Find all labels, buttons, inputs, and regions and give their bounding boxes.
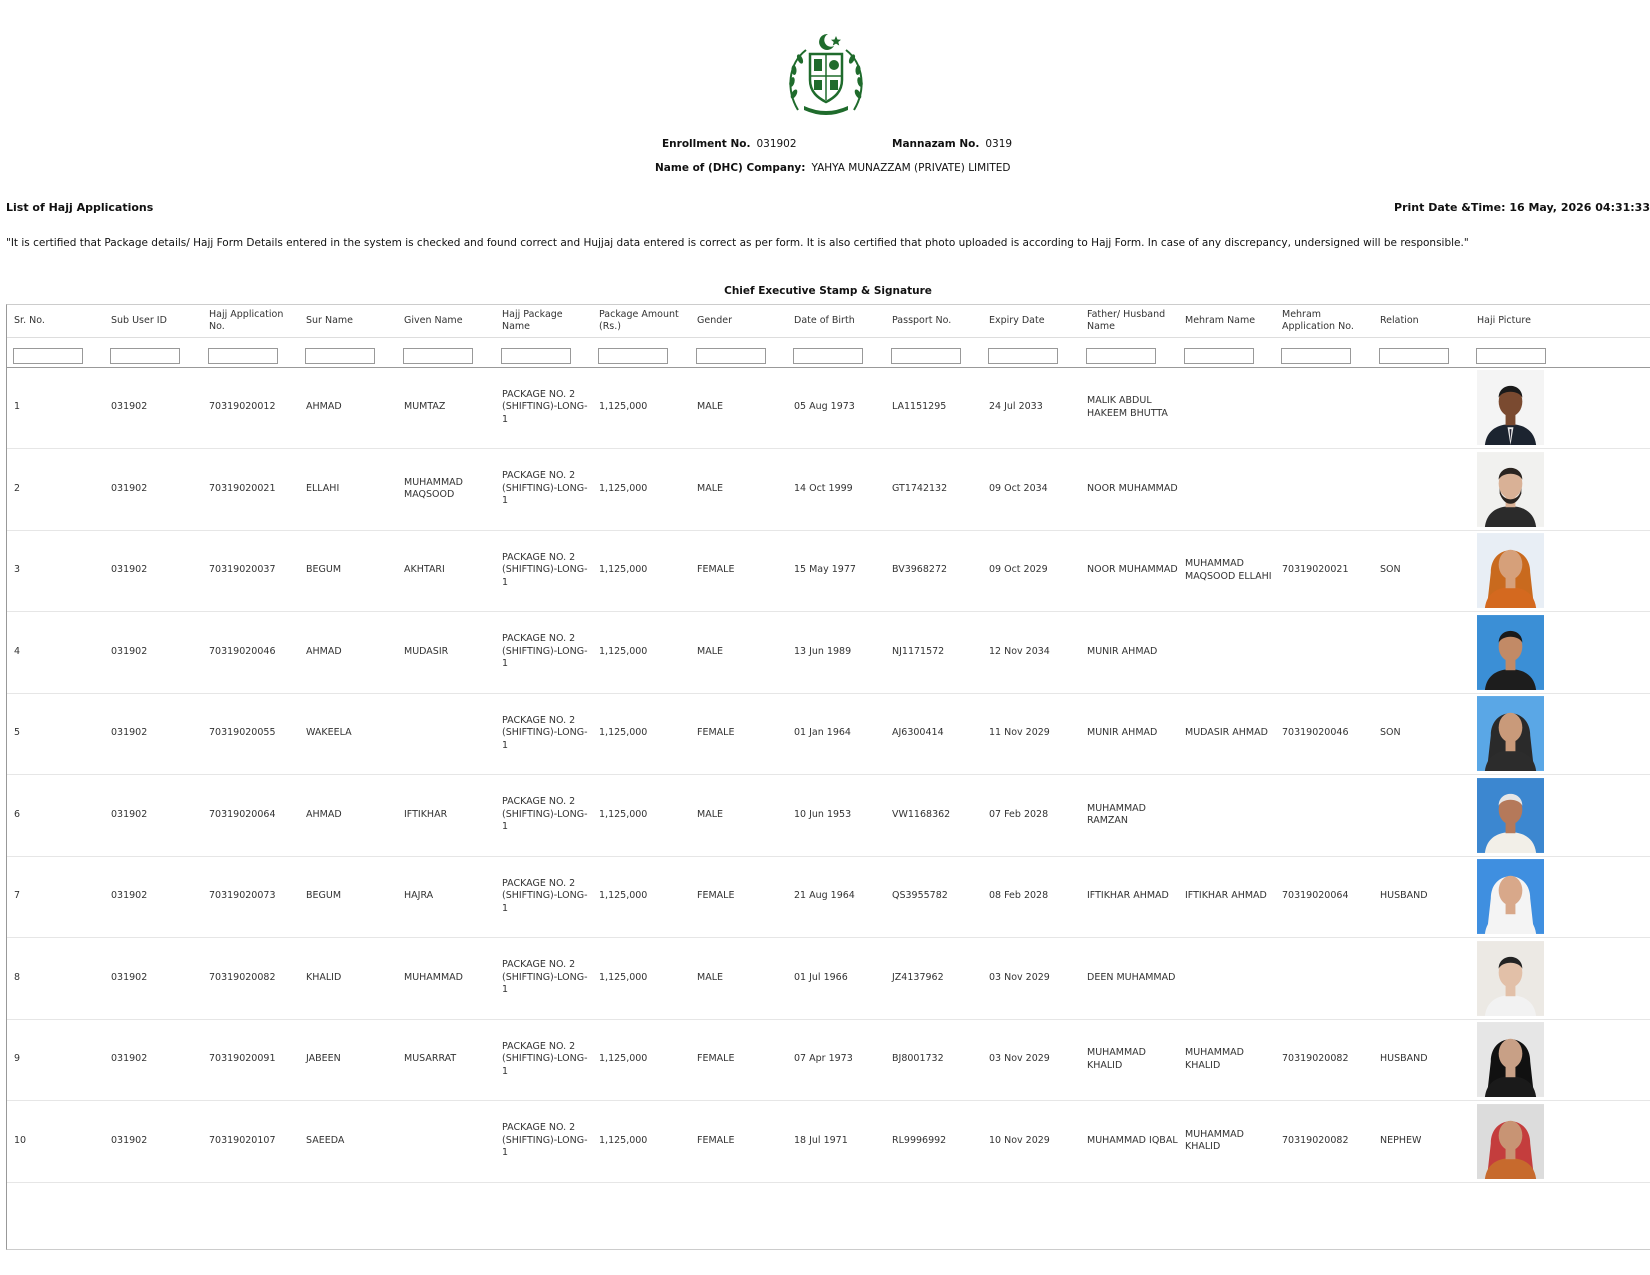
column-header-sur-name: Sur Name [306,315,354,326]
filter-input-mehram-application-no[interactable] [1281,348,1351,364]
filter-input-date-of-birth[interactable] [793,348,863,364]
cell-sur-name: BEGUM [306,890,342,902]
filter-cell [1086,343,1156,364]
cell-mehram-application-no: 70319020021 [1282,564,1349,576]
haji-picture [1477,859,1544,934]
cell-expiry-date: 07 Feb 2028 [989,808,1049,820]
cell-package-amount-rs: 1,125,000 [599,645,648,657]
cell-mehram-name: MUHAMMAD KHALID [1185,1128,1244,1152]
cell-father-husband-name: MUHAMMAD RAMZAN [1087,802,1146,826]
cell-father-husband-name: NOOR MUHAMMAD [1087,482,1178,494]
column-header-date-of-birth: Date of Birth [794,315,855,326]
cell-given-name: MUDASIR [404,645,449,657]
cell-relation: SON [1380,727,1401,739]
filter-cell [501,343,571,364]
table-row [7,612,1650,694]
filter-cell [598,343,668,364]
cell-hajj-package-name: PACKAGE NO. 2 (SHIFTING)-LONG-1 [502,714,588,751]
column-header-given-name: Given Name [404,315,463,326]
table-row [7,367,1650,449]
filter-cell [13,343,83,364]
cell-hajj-package-name: PACKAGE NO. 2 (SHIFTING)-LONG-1 [502,1122,588,1159]
cell-sur-name: SAEEDA [306,1134,345,1146]
cell-mehram-application-no: 70319020082 [1282,1134,1349,1146]
cell-hajj-application-no: 70319020046 [209,645,276,657]
cell-father-husband-name: DEEN MUHAMMAD [1087,971,1176,983]
cell-date-of-birth: 18 Jul 1971 [794,1134,848,1146]
cell-passport-no: AJ6300414 [892,727,944,739]
haji-picture [1477,696,1544,771]
cell-hajj-application-no: 70319020073 [209,890,276,902]
cell-sr-no: 1 [14,401,21,413]
cell-father-husband-name: MUHAMMAD IQBAL [1087,1134,1178,1146]
cell-sr-no: 6 [14,808,21,820]
filter-input-hajj-package-name[interactable] [501,348,571,364]
cell-package-amount-rs: 1,125,000 [599,1134,648,1146]
cell-sub-user-id: 031902 [111,645,148,657]
cell-relation: HUSBAND [1380,890,1428,902]
cell-mehram-application-no [1275,449,1373,530]
cell-gender: MALE [697,971,723,983]
filter-cell [793,343,863,364]
cell-mehram-name [1178,775,1276,856]
cell-sub-user-id: 031902 [111,1134,148,1146]
column-header-sub-user-id: Sub User ID [111,315,167,326]
cell-relation [1373,449,1471,530]
enrollment-label: Enrollment No. [662,138,751,150]
cell-hajj-application-no: 70319020091 [209,1053,276,1065]
cell-sur-name: JABEEN [306,1053,341,1065]
cell-hajj-application-no: 70319020012 [209,401,276,413]
column-header-mehram-name: Mehram Name [1185,315,1256,326]
haji-picture [1477,1104,1544,1179]
cell-hajj-package-name: PACKAGE NO. 2 (SHIFTING)-LONG-1 [502,1040,588,1077]
cell-expiry-date: 24 Jul 2033 [989,401,1043,413]
cell-date-of-birth: 15 May 1977 [794,564,856,576]
cell-date-of-birth: 13 Jun 1989 [794,645,852,657]
page-title: List of Hajj Applications [6,201,154,214]
cell-sur-name: AHMAD [306,808,342,820]
cell-gender: FEMALE [697,564,735,576]
column-header-sr-no: Sr. No. [14,315,45,326]
cell-gender: MALE [697,482,723,494]
filter-cell [1281,343,1351,364]
filter-cell [110,343,180,364]
cell-gender: MALE [697,645,723,657]
filter-input-passport-no[interactable] [891,348,961,364]
table-row [7,1019,1650,1101]
cell-father-husband-name: IFTIKHAR AHMAD [1087,890,1169,902]
cell-passport-no: RL9996992 [892,1134,947,1146]
column-header-relation: Relation [1380,315,1419,326]
cell-sur-name: BEGUM [306,564,342,576]
cell-date-of-birth: 21 Aug 1964 [794,890,855,902]
cell-passport-no: NJ1171572 [892,645,945,657]
filter-cell [403,343,473,364]
haji-picture [1477,370,1544,445]
cell-mehram-application-no [1275,367,1373,448]
haji-picture [1477,1022,1544,1097]
cell-package-amount-rs: 1,125,000 [599,1053,648,1065]
cell-date-of-birth: 01 Jul 1966 [794,971,848,983]
cell-hajj-package-name: PACKAGE NO. 2 (SHIFTING)-LONG-1 [502,388,588,425]
cell-sub-user-id: 031902 [111,727,148,739]
cell-sr-no: 5 [14,727,21,739]
cell-date-of-birth: 10 Jun 1953 [794,808,852,820]
mannazam-value: 0319 [985,138,1013,150]
filter-input-relation[interactable] [1379,348,1449,364]
certification-text: "It is certified that Package details/ Hajj Form Details entered in the system is checked and found correct and Hujjaj data entered is correct as per form. It is also certified that photo uploaded is according to Hajj Form. In case of any discrepancy, undersigned will be responsible." [6,237,1469,249]
cell-given-name: MUMTAZ [404,401,446,413]
cell-gender: FEMALE [697,727,735,739]
cell-hajj-package-name: PACKAGE NO. 2 (SHIFTING)-LONG-1 [502,877,588,914]
cell-passport-no: GT1742132 [892,482,948,494]
cell-gender: MALE [697,401,723,413]
haji-picture [1477,533,1544,608]
filter-input-gender[interactable] [696,348,766,364]
filter-input-given-name[interactable] [403,348,473,364]
cell-sub-user-id: 031902 [111,482,148,494]
cell-gender: FEMALE [697,890,735,902]
filter-cell [1184,343,1254,364]
cell-given-name: MUHAMMAD MAQSOOD [404,476,463,500]
column-header-father-husband-name: Father/ Husband Name [1087,309,1166,332]
filter-cell [305,343,375,364]
cell-relation [1373,938,1471,1019]
enrollment-number [662,138,797,150]
filter-input-sub-user-id[interactable] [110,348,180,364]
table-row [7,938,1650,1020]
cell-expiry-date: 09 Oct 2034 [989,482,1048,494]
cell-hajj-application-no: 70319020082 [209,971,276,983]
cell-sr-no: 3 [14,564,21,576]
cell-hajj-application-no: 70319020064 [209,808,276,820]
cell-mehram-name [1178,449,1276,530]
cell-expiry-date: 03 Nov 2029 [989,1053,1050,1065]
cell-sub-user-id: 031902 [111,890,148,902]
cell-hajj-application-no: 70319020021 [209,482,276,494]
haji-picture [1477,778,1544,853]
cell-expiry-date: 12 Nov 2034 [989,645,1050,657]
column-header-passport-no: Passport No. [892,315,952,326]
cell-passport-no: BV3968272 [892,564,948,576]
filter-input-sur-name[interactable] [305,348,375,364]
cell-passport-no: VW1168362 [892,808,951,820]
cell-expiry-date: 09 Oct 2029 [989,564,1048,576]
cell-sub-user-id: 031902 [111,971,148,983]
cell-sur-name: AHMAD [306,645,342,657]
cell-relation [1373,612,1471,693]
cell-date-of-birth: 14 Oct 1999 [794,482,853,494]
cell-father-husband-name: MALIK ABDUL HAKEEM BHUTTA [1087,395,1168,419]
cell-mehram-application-no: 70319020046 [1282,727,1349,739]
cell-sr-no: 9 [14,1053,21,1065]
cell-father-husband-name: MUNIR AHMAD [1087,645,1158,657]
table-filter-row [7,337,1650,368]
cell-sub-user-id: 031902 [111,808,148,820]
cell-sur-name: WAKEELA [306,727,352,739]
column-header-mehram-application-no: Mehram Application No. [1282,309,1354,332]
cell-relation [1373,775,1471,856]
cell-sr-no: 4 [14,645,21,657]
filter-input-expiry-date[interactable] [988,348,1058,364]
haji-picture [1477,615,1544,690]
cell-package-amount-rs: 1,125,000 [599,971,648,983]
cell-expiry-date: 10 Nov 2029 [989,1134,1050,1146]
filter-input-father-husband-name[interactable] [1086,348,1156,364]
cell-given-name: IFTIKHAR [404,808,448,820]
cell-expiry-date: 03 Nov 2029 [989,971,1050,983]
filter-cell [988,343,1058,364]
cell-given-name: MUSARRAT [404,1053,457,1065]
column-header-gender: Gender [697,315,733,326]
cell-relation: HUSBAND [1380,1053,1428,1065]
haji-picture [1477,941,1544,1016]
pakistan-emblem-icon [784,30,868,118]
cell-mehram-name: MUHAMMAD KHALID [1185,1047,1244,1071]
table-row [7,1101,1650,1183]
cell-relation: NEPHEW [1380,1134,1422,1146]
cell-expiry-date: 08 Feb 2028 [989,890,1049,902]
cell-hajj-application-no: 70319020107 [209,1134,276,1146]
cell-sub-user-id: 031902 [111,1053,148,1065]
cell-mehram-application-no: 70319020082 [1282,1053,1349,1065]
cell-expiry-date: 11 Nov 2029 [989,727,1050,739]
applications-table [6,304,1650,1250]
filter-cell [696,343,766,364]
table-row [7,449,1650,531]
cell-given-name [397,693,495,774]
cell-passport-no: QS3955782 [892,890,948,902]
cell-given-name: HAJRA [404,890,434,902]
cell-mehram-name [1178,612,1276,693]
cell-mehram-application-no: 70319020064 [1282,890,1349,902]
cell-mehram-name: MUHAMMAD MAQSOOD ELLAHI [1185,558,1272,582]
company-label: Name of (DHC) Company: [655,162,806,174]
print-date: Print Date &Time: 16 May, 2026 04:31:33 [1394,201,1650,214]
haji-picture [1477,452,1544,527]
cell-package-amount-rs: 1,125,000 [599,401,648,413]
cell-package-amount-rs: 1,125,000 [599,482,648,494]
cell-date-of-birth: 07 Apr 1973 [794,1053,853,1065]
filter-input-mehram-name[interactable] [1184,348,1254,364]
cell-hajj-package-name: PACKAGE NO. 2 (SHIFTING)-LONG-1 [502,959,588,996]
cell-package-amount-rs: 1,125,000 [599,727,648,739]
cell-sub-user-id: 031902 [111,564,148,576]
mannazam-number [892,138,1012,150]
cell-hajj-package-name: PACKAGE NO. 2 (SHIFTING)-LONG-1 [502,633,588,670]
stamp-signature-label: Chief Executive Stamp & Signature [724,285,932,297]
cell-passport-no: BJ8001732 [892,1053,944,1065]
cell-mehram-application-no [1275,938,1373,1019]
cell-passport-no: JZ4137962 [892,971,944,983]
filter-cell [891,343,961,364]
filter-input-haji-picture[interactable] [1476,348,1546,364]
filter-input-hajj-application-no[interactable] [208,348,278,364]
cell-mehram-name [1178,938,1276,1019]
cell-mehram-application-no [1275,775,1373,856]
table-row [7,693,1650,775]
cell-mehram-application-no [1275,612,1373,693]
column-header-haji-picture: Haji Picture [1477,315,1531,326]
cell-gender: MALE [697,808,723,820]
cell-given-name: MUHAMMAD [404,971,463,983]
column-header-hajj-application-no: Hajj Application No. [209,309,284,332]
table-row [7,775,1650,857]
cell-sur-name: ELLAHI [306,482,340,494]
cell-sr-no: 8 [14,971,21,983]
cell-hajj-package-name: PACKAGE NO. 2 (SHIFTING)-LONG-1 [502,551,588,588]
cell-sub-user-id: 031902 [111,401,148,413]
table-row [7,856,1650,938]
column-header-expiry-date: Expiry Date [989,315,1045,326]
filter-cell [1379,343,1449,364]
company-name [655,162,1010,174]
cell-package-amount-rs: 1,125,000 [599,564,648,576]
cell-mehram-name: IFTIKHAR AHMAD [1185,890,1267,902]
cell-father-husband-name: MUNIR AHMAD [1087,727,1158,739]
column-header-hajj-package-name: Hajj Package Name [502,309,563,332]
cell-date-of-birth: 05 Aug 1973 [794,401,855,413]
column-header-package-amount-rs: Package Amount (Rs.) [599,309,679,332]
cell-gender: FEMALE [697,1134,735,1146]
cell-sr-no: 10 [14,1134,27,1146]
cell-hajj-package-name: PACKAGE NO. 2 (SHIFTING)-LONG-1 [502,796,588,833]
cell-father-husband-name: MUHAMMAD KHALID [1087,1047,1146,1071]
cell-package-amount-rs: 1,125,000 [599,890,648,902]
table-row [7,530,1650,612]
filter-input-package-amount-rs[interactable] [598,348,668,364]
company-value: YAHYA MUNAZZAM (PRIVATE) LIMITED [811,162,1011,174]
cell-date-of-birth: 01 Jan 1964 [794,727,851,739]
cell-hajj-application-no: 70319020037 [209,564,276,576]
filter-input-sr-no[interactable] [13,348,83,364]
cell-mehram-name: MUDASIR AHMAD [1185,727,1268,739]
cell-passport-no: LA1151295 [892,401,947,413]
cell-relation [1373,367,1471,448]
table-header-row [7,305,1650,338]
filter-cell [1476,343,1546,364]
enrollment-value: 031902 [756,138,797,150]
filter-cell [208,343,278,364]
cell-given-name [397,1101,495,1182]
cell-gender: FEMALE [697,1053,735,1065]
cell-relation: SON [1380,564,1401,576]
cell-given-name: AKHTARI [404,564,445,576]
cell-sur-name: KHALID [306,971,342,983]
cell-mehram-name [1178,367,1276,448]
mannazam-label: Mannazam No. [892,138,980,150]
cell-sur-name: AHMAD [306,401,342,413]
cell-father-husband-name: NOOR MUHAMMAD [1087,564,1178,576]
cell-sr-no: 2 [14,482,21,494]
cell-hajj-package-name: PACKAGE NO. 2 (SHIFTING)-LONG-1 [502,470,588,507]
cell-sr-no: 7 [14,890,21,902]
cell-hajj-application-no: 70319020055 [209,727,276,739]
cell-package-amount-rs: 1,125,000 [599,808,648,820]
